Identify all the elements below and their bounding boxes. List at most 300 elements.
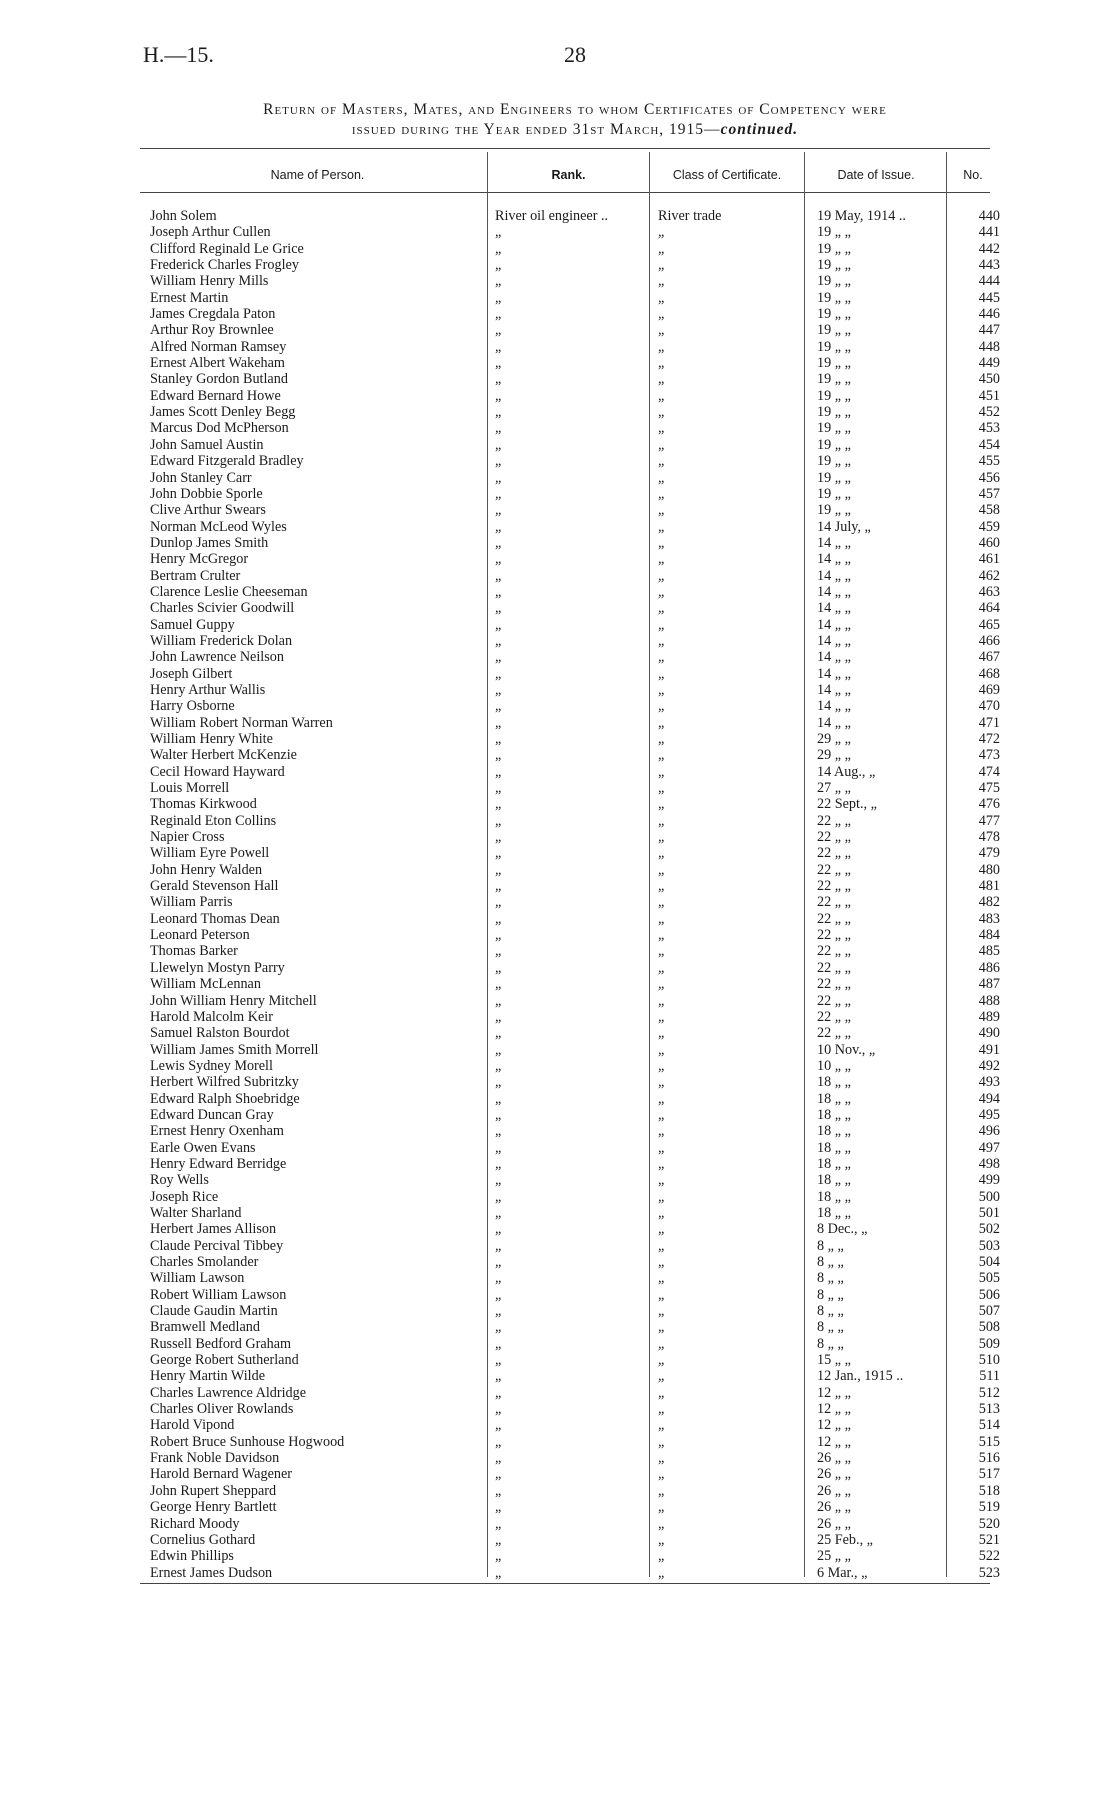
person-name: Robert William Lawson <box>150 1286 287 1303</box>
certificate-number: 478 <box>978 829 1000 846</box>
certificate-number: 488 <box>978 992 1000 1009</box>
class-cell: „ <box>658 763 665 780</box>
table-row <box>0 1368 1114 1384</box>
table-row <box>0 290 1114 306</box>
rank-cell: „ <box>495 420 502 437</box>
rank-cell: „ <box>495 551 502 568</box>
date-cell: 19 „ „ <box>817 322 851 339</box>
class-cell: „ <box>658 1008 665 1025</box>
date-cell: 18 „ „ <box>817 1074 851 1091</box>
class-cell: „ <box>658 1041 665 1058</box>
class-cell: „ <box>658 1384 665 1401</box>
certificate-number: 463 <box>978 583 1000 600</box>
person-name: Bertram Crulter <box>150 567 241 584</box>
date-cell: 14 „ „ <box>817 534 851 551</box>
column-header-class: Class of Certificate. <box>672 168 782 182</box>
person-name: Edward Ralph Shoebridge <box>150 1090 300 1107</box>
class-cell: „ <box>658 551 665 568</box>
table-row <box>0 568 1114 584</box>
date-cell: 14 „ „ <box>817 714 851 731</box>
rank-cell: „ <box>495 1303 502 1320</box>
rank-cell: „ <box>495 829 502 846</box>
certificate-number: 489 <box>978 1008 1000 1025</box>
rank-cell: „ <box>495 1188 502 1205</box>
class-cell: „ <box>658 502 665 519</box>
person-name: Harry Osborne <box>150 698 235 715</box>
date-cell: 19 „ „ <box>817 453 851 470</box>
rank-cell: „ <box>495 1254 502 1270</box>
rank-cell: „ <box>495 1352 502 1369</box>
table-row <box>0 1238 1114 1254</box>
class-cell: „ <box>658 469 665 486</box>
person-name: Charles Lawrence Aldridge <box>150 1384 306 1401</box>
person-name: Marcus Dod McPherson <box>150 420 289 437</box>
class-cell: „ <box>658 567 665 584</box>
date-cell: 22 Sept., „ <box>817 796 877 813</box>
rank-cell: „ <box>495 436 502 453</box>
certificate-number: 485 <box>978 943 1000 960</box>
class-cell: „ <box>658 1074 665 1091</box>
rank-cell: „ <box>495 632 502 649</box>
table-row <box>0 1352 1114 1368</box>
rank-cell: „ <box>495 306 502 323</box>
table-row <box>0 1401 1114 1417</box>
table-row <box>0 633 1114 649</box>
person-name: Cornelius Gothard <box>150 1531 256 1548</box>
table-row <box>0 845 1114 861</box>
certificate-number: 475 <box>978 780 1000 797</box>
certificate-number: 519 <box>978 1499 1000 1516</box>
class-cell: „ <box>658 1450 665 1467</box>
date-cell: 29 „ „ <box>817 747 851 764</box>
class-cell: „ <box>658 1090 665 1107</box>
class-cell: „ <box>658 1466 665 1483</box>
date-cell: 25 Feb., „ <box>817 1531 873 1548</box>
rank-cell: „ <box>495 1450 502 1467</box>
rank-cell: „ <box>495 1172 502 1189</box>
rank-cell: „ <box>495 355 502 372</box>
rank-cell: „ <box>495 1335 502 1352</box>
table-row <box>0 404 1114 420</box>
person-name: Alfred Norman Ramsey <box>150 338 287 355</box>
person-name: George Robert Sutherland <box>150 1352 299 1369</box>
column-header-date: Date of Issue. <box>837 168 915 182</box>
table-row <box>0 649 1114 665</box>
table-row <box>0 486 1114 502</box>
table-row <box>0 535 1114 551</box>
person-name: Joseph Rice <box>150 1188 219 1205</box>
column-header-rank: Rank. <box>551 168 586 182</box>
date-cell: 25 „ „ <box>817 1548 851 1565</box>
certificate-number: 513 <box>978 1401 1000 1418</box>
class-cell: „ <box>658 1368 665 1385</box>
class-cell: River trade <box>658 208 722 224</box>
table-row <box>0 796 1114 812</box>
person-name: Charles Oliver Rowlands <box>150 1401 294 1418</box>
date-cell: 14 „ „ <box>817 665 851 682</box>
certificate-number: 466 <box>978 632 1000 649</box>
person-name: Richard Moody <box>150 1515 240 1532</box>
class-cell: „ <box>658 1417 665 1434</box>
certificate-number: 497 <box>978 1139 1000 1156</box>
date-cell: 22 „ „ <box>817 959 851 976</box>
person-name: Lewis Sydney Morell <box>150 1057 273 1074</box>
date-cell: 6 Mar., „ <box>817 1564 868 1581</box>
rank-cell: „ <box>495 861 502 878</box>
certificate-number: 461 <box>978 551 1000 568</box>
date-cell: 22 „ „ <box>817 976 851 993</box>
person-name: Frank Noble Davidson <box>150 1450 280 1467</box>
certificate-number: 511 <box>979 1368 1000 1385</box>
certificate-number: 491 <box>978 1041 1000 1058</box>
rank-cell: „ <box>495 681 502 698</box>
class-cell: „ <box>658 796 665 813</box>
person-name: John Solem <box>150 208 217 224</box>
date-cell: 18 „ „ <box>817 1139 851 1156</box>
class-cell: „ <box>658 992 665 1009</box>
page-title <box>140 100 1010 140</box>
date-cell: 26 „ „ <box>817 1450 851 1467</box>
date-cell: 8 „ „ <box>817 1237 844 1254</box>
class-cell: „ <box>658 1221 665 1238</box>
rank-cell: „ <box>495 567 502 584</box>
class-cell: „ <box>658 681 665 698</box>
person-name: Edward Duncan Gray <box>150 1106 274 1123</box>
class-cell: „ <box>658 861 665 878</box>
certificate-number: 505 <box>978 1270 1000 1287</box>
certificate-number: 502 <box>978 1221 1000 1238</box>
certificate-number: 480 <box>978 861 1000 878</box>
certificates-table <box>0 208 1114 1581</box>
date-cell: 12 „ „ <box>817 1417 851 1434</box>
column-header-name: Name of Person. <box>270 168 365 182</box>
rank-cell: „ <box>495 1401 502 1418</box>
table-row <box>0 1009 1114 1025</box>
class-cell: „ <box>658 1564 665 1581</box>
date-cell: 22 „ „ <box>817 878 851 895</box>
date-cell: 19 „ „ <box>817 420 851 437</box>
person-name: John Stanley Carr <box>150 469 252 486</box>
certificate-number: 515 <box>978 1433 1000 1450</box>
certificate-number: 487 <box>978 976 1000 993</box>
certificate-number: 477 <box>978 812 1000 829</box>
certificate-number: 499 <box>978 1172 1000 1189</box>
header-bottom-rule <box>140 192 990 193</box>
date-cell: 22 „ „ <box>817 829 851 846</box>
certificate-number: 494 <box>978 1090 1000 1107</box>
table-row <box>0 322 1114 338</box>
class-cell: „ <box>658 910 665 927</box>
certificate-number: 504 <box>978 1254 1000 1270</box>
rank-cell: „ <box>495 1368 502 1385</box>
certificate-number: 470 <box>978 698 1000 715</box>
class-cell: „ <box>658 420 665 437</box>
date-cell: 19 May, 1914 .. <box>817 208 906 224</box>
table-row <box>0 1205 1114 1221</box>
date-cell: 14 „ „ <box>817 698 851 715</box>
class-cell: „ <box>658 1270 665 1287</box>
certificate-number: 460 <box>978 534 1000 551</box>
certificate-number: 474 <box>978 763 1000 780</box>
table-row <box>0 747 1114 763</box>
person-name: Frederick Charles Frogley <box>150 257 299 274</box>
person-name: Clarence Leslie Cheeseman <box>150 583 308 600</box>
date-cell: 26 „ „ <box>817 1499 851 1516</box>
certificate-number: 481 <box>978 878 1000 895</box>
class-cell: „ <box>658 322 665 339</box>
certificate-number: 521 <box>978 1531 1000 1548</box>
header-top-rule <box>140 148 990 149</box>
table-row <box>0 829 1114 845</box>
rank-cell: „ <box>495 1106 502 1123</box>
rank-cell: „ <box>495 257 502 274</box>
certificate-number: 508 <box>978 1319 1000 1336</box>
rank-cell: „ <box>495 338 502 355</box>
table-row <box>0 1548 1114 1564</box>
certificate-number: 450 <box>978 371 1000 388</box>
table-row <box>0 698 1114 714</box>
rank-cell: „ <box>495 453 502 470</box>
table-row <box>0 241 1114 257</box>
date-cell: 10 Nov., „ <box>817 1041 876 1058</box>
rank-cell: „ <box>495 518 502 535</box>
certificate-number: 457 <box>978 485 1000 502</box>
table-row <box>0 1140 1114 1156</box>
person-name: Charles Smolander <box>150 1254 259 1270</box>
table-row <box>0 731 1114 747</box>
table-row <box>0 764 1114 780</box>
rank-cell: „ <box>495 943 502 960</box>
person-name: James Scott Denley Begg <box>150 404 296 421</box>
person-name: Earle Owen Evans <box>150 1139 256 1156</box>
certificate-number: 493 <box>978 1074 1000 1091</box>
person-name: Bramwell Medland <box>150 1319 260 1336</box>
rank-cell: „ <box>495 1074 502 1091</box>
table-row <box>0 1565 1114 1581</box>
class-cell: „ <box>658 485 665 502</box>
rank-cell: „ <box>495 665 502 682</box>
class-cell: „ <box>658 959 665 976</box>
certificate-number: 444 <box>978 273 1000 290</box>
date-cell: 19 „ „ <box>817 436 851 453</box>
date-cell: 29 „ „ <box>817 731 851 747</box>
rank-cell: „ <box>495 1221 502 1238</box>
table-row <box>0 584 1114 600</box>
date-cell: 12 „ „ <box>817 1433 851 1450</box>
certificate-number: 443 <box>978 257 1000 274</box>
certificate-number: 448 <box>978 338 1000 355</box>
class-cell: „ <box>658 453 665 470</box>
table-row <box>0 617 1114 633</box>
table-row <box>0 780 1114 796</box>
date-cell: 26 „ „ <box>817 1466 851 1483</box>
table-row <box>0 306 1114 322</box>
rank-cell: „ <box>495 1531 502 1548</box>
rank-cell: „ <box>495 600 502 617</box>
person-name: Stanley Gordon Butland <box>150 371 288 388</box>
class-cell: „ <box>658 273 665 290</box>
rank-cell: „ <box>495 583 502 600</box>
certificate-number: 520 <box>978 1515 1000 1532</box>
date-cell: 8 „ „ <box>817 1319 844 1336</box>
rank-cell: „ <box>495 1466 502 1483</box>
rank-cell: „ <box>495 289 502 306</box>
person-name: Samuel Guppy <box>150 616 235 633</box>
rank-cell: „ <box>495 1433 502 1450</box>
rank-cell: „ <box>495 1123 502 1140</box>
class-cell: „ <box>658 1482 665 1499</box>
rank-cell: „ <box>495 910 502 927</box>
certificate-number: 506 <box>978 1286 1000 1303</box>
certificate-number: 441 <box>978 224 1000 241</box>
date-cell: 18 „ „ <box>817 1155 851 1172</box>
certificate-number: 449 <box>978 355 1000 372</box>
person-name: Herbert James Allison <box>150 1221 277 1238</box>
person-name: Dunlop James Smith <box>150 534 269 551</box>
rank-cell: „ <box>495 1139 502 1156</box>
table-row <box>0 1434 1114 1450</box>
person-name: Charles Scivier Goodwill <box>150 600 295 617</box>
rank-cell: „ <box>495 387 502 404</box>
certificate-number: 464 <box>978 600 1000 617</box>
rank-cell: „ <box>495 371 502 388</box>
certificate-number: 446 <box>978 306 1000 323</box>
class-cell: „ <box>658 583 665 600</box>
table-row <box>0 894 1114 910</box>
table-row <box>0 1303 1114 1319</box>
date-cell: 14 „ „ <box>817 681 851 698</box>
date-cell: 18 „ „ <box>817 1188 851 1205</box>
date-cell: 18 „ „ <box>817 1172 851 1189</box>
person-name: William Frederick Dolan <box>150 632 293 649</box>
table-row <box>0 257 1114 273</box>
certificate-number: 456 <box>978 469 1000 486</box>
rank-cell: „ <box>495 747 502 764</box>
date-cell: 19 „ „ <box>817 502 851 519</box>
rank-cell: „ <box>495 1564 502 1581</box>
person-name: Thomas Barker <box>150 943 238 960</box>
certificate-number: 467 <box>978 649 1000 666</box>
class-cell: „ <box>658 1123 665 1140</box>
certificate-number: 452 <box>978 404 1000 421</box>
class-cell: „ <box>658 518 665 535</box>
rank-cell: „ <box>495 1041 502 1058</box>
date-cell: 19 „ „ <box>817 306 851 323</box>
person-name: Clive Arthur Swears <box>150 502 266 519</box>
certificate-number: 490 <box>978 1025 1000 1042</box>
table-row <box>0 878 1114 894</box>
date-cell: 10 „ „ <box>817 1057 851 1074</box>
person-name: Edwin Phillips <box>150 1548 234 1565</box>
table-row <box>0 420 1114 436</box>
table-row <box>0 519 1114 535</box>
class-cell: „ <box>658 1303 665 1320</box>
date-cell: 14 „ „ <box>817 583 851 600</box>
rank-cell: „ <box>495 959 502 976</box>
table-row <box>0 1270 1114 1286</box>
table-row <box>0 1483 1114 1499</box>
person-name: Henry Edward Berridge <box>150 1155 287 1172</box>
date-cell: 19 „ „ <box>817 469 851 486</box>
class-cell: „ <box>658 1433 665 1450</box>
rank-cell: „ <box>495 780 502 797</box>
person-name: John William Henry Mitchell <box>150 992 317 1009</box>
class-cell: „ <box>658 534 665 551</box>
certificate-number: 445 <box>978 289 1000 306</box>
person-name: Clifford Reginald Le Grice <box>150 240 304 257</box>
certificate-number: 440 <box>978 208 1000 224</box>
person-name: Ernest James Dudson <box>150 1564 273 1581</box>
certificate-number: 500 <box>978 1188 1000 1205</box>
title-line-1: Return of Masters, Mates, and Engineers to whom Certificates of Competency were <box>263 101 887 118</box>
person-name: Russell Bedford Graham <box>150 1335 292 1352</box>
certificate-number: 496 <box>978 1123 1000 1140</box>
table-row <box>0 1450 1114 1466</box>
class-cell: „ <box>658 387 665 404</box>
person-name: Gerald Stevenson Hall <box>150 878 279 895</box>
table-bottom-rule <box>140 1583 990 1584</box>
date-cell: 12 „ „ <box>817 1401 851 1418</box>
date-cell: 19 „ „ <box>817 273 851 290</box>
person-name: William Lawson <box>150 1270 245 1287</box>
class-cell: „ <box>658 1335 665 1352</box>
date-cell: 22 „ „ <box>817 1025 851 1042</box>
date-cell: 22 „ „ <box>817 992 851 1009</box>
rank-cell: „ <box>495 698 502 715</box>
person-name: John Lawrence Neilson <box>150 649 284 666</box>
date-cell: 14 „ „ <box>817 649 851 666</box>
certificate-number: 514 <box>978 1417 1000 1434</box>
column-header-no: No. <box>963 168 983 182</box>
class-cell: „ <box>658 404 665 421</box>
table-row <box>0 1385 1114 1401</box>
date-cell: 19 „ „ <box>817 371 851 388</box>
rank-cell: „ <box>495 731 502 747</box>
certificate-number: 454 <box>978 436 1000 453</box>
certificate-number: 501 <box>978 1204 1000 1221</box>
table-row <box>0 1287 1114 1303</box>
certificate-number: 507 <box>978 1303 1000 1320</box>
table-row <box>0 1319 1114 1335</box>
class-cell: „ <box>658 1204 665 1221</box>
class-cell: „ <box>658 371 665 388</box>
person-name: James Cregdala Paton <box>150 306 276 323</box>
certificate-number: 484 <box>978 927 1000 944</box>
class-cell: „ <box>658 1401 665 1418</box>
person-name: Louis Morrell <box>150 780 230 797</box>
table-row <box>0 911 1114 927</box>
class-cell: „ <box>658 1139 665 1156</box>
certificate-number: 442 <box>978 240 1000 257</box>
certificate-number: 469 <box>978 681 1000 698</box>
table-row <box>0 1254 1114 1270</box>
table-row <box>0 371 1114 387</box>
rank-cell: „ <box>495 1155 502 1172</box>
table-row <box>0 470 1114 486</box>
certificate-number: 517 <box>978 1466 1000 1483</box>
certificate-number: 453 <box>978 420 1000 437</box>
person-name: Herbert Wilfred Subritzky <box>150 1074 299 1091</box>
certificate-number: 503 <box>978 1237 1000 1254</box>
rank-cell: „ <box>495 1204 502 1221</box>
table-row <box>0 1123 1114 1139</box>
date-cell: 8 „ „ <box>817 1286 844 1303</box>
table-row <box>0 1189 1114 1205</box>
person-name: Thomas Kirkwood <box>150 796 257 813</box>
table-row <box>0 927 1114 943</box>
person-name: Leonard Thomas Dean <box>150 910 280 927</box>
rank-cell: „ <box>495 1384 502 1401</box>
